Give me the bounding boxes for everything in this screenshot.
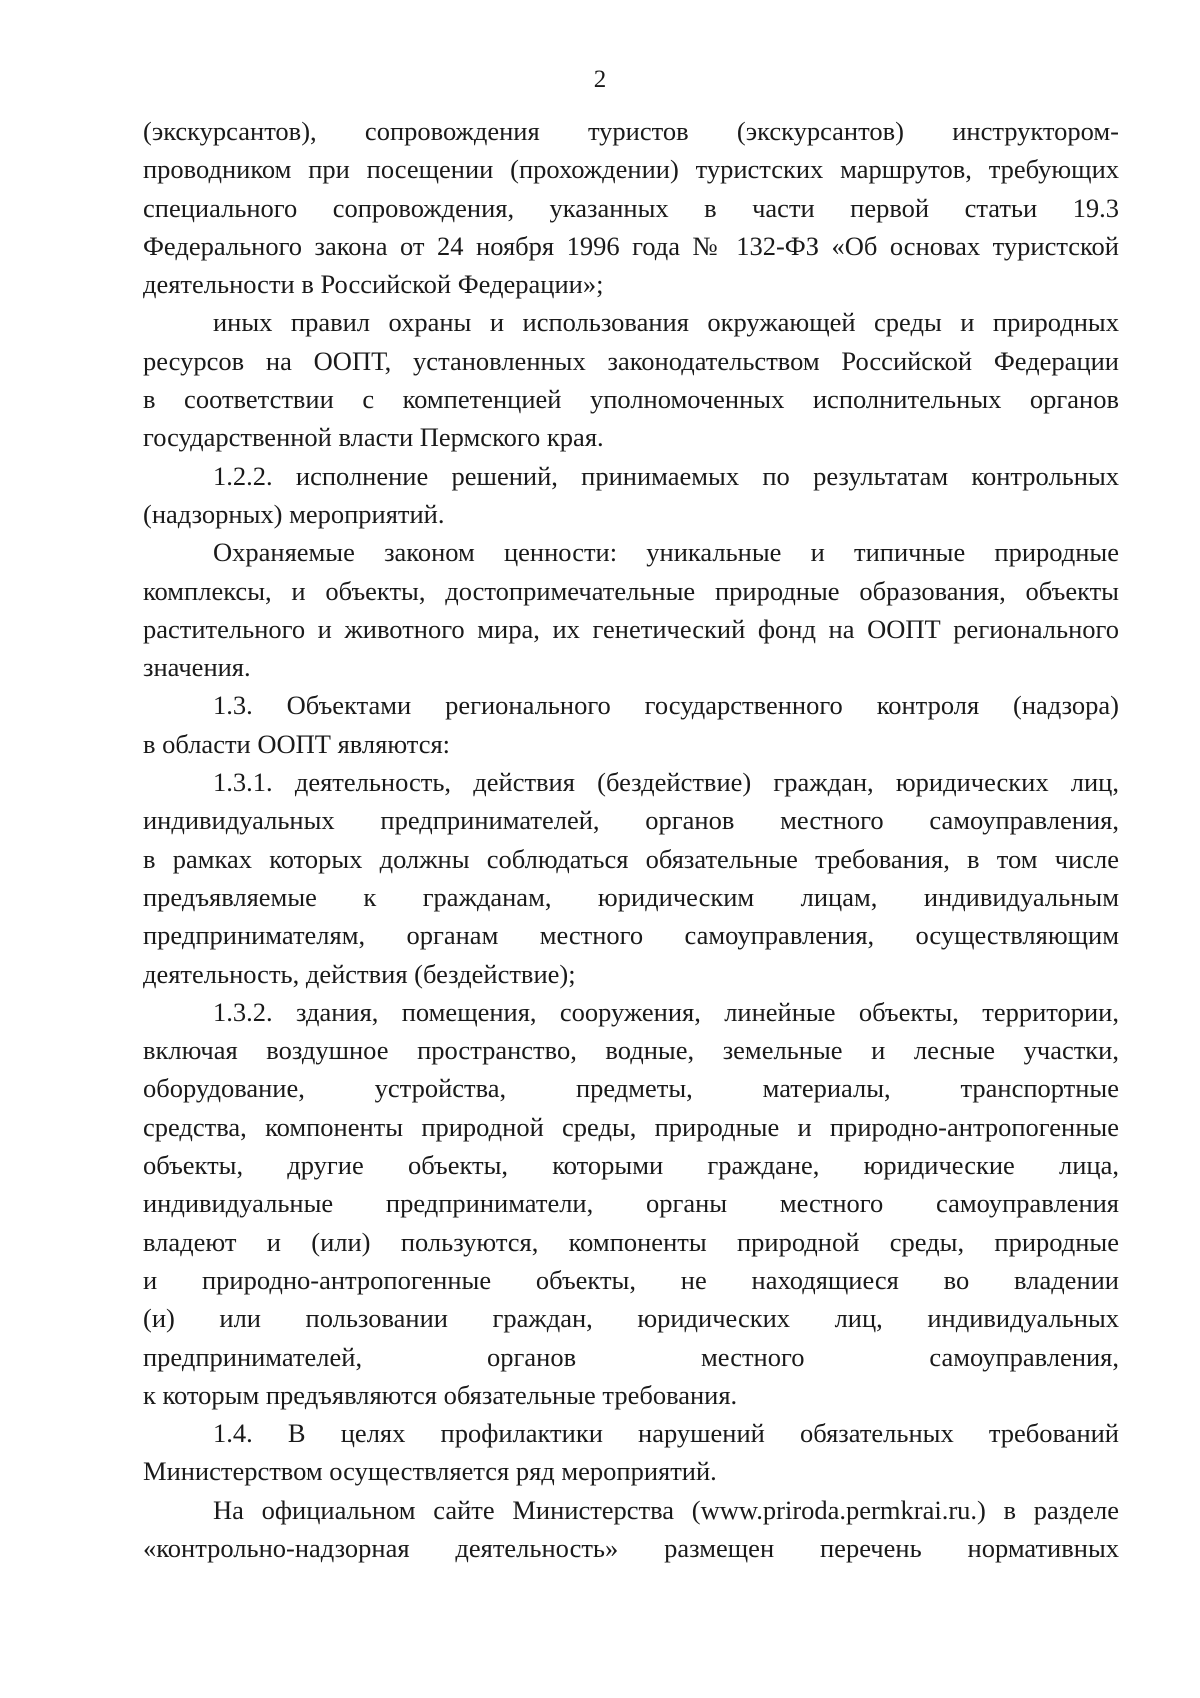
text-line: 1.2.2. исполнение решений, принимаемых по результатам контрольных (213, 460, 1119, 491)
paragraph (143, 763, 1119, 993)
text-line: значения. (143, 652, 251, 683)
text-line: иных правил охраны и использования окружающей среды и природных (213, 307, 1119, 338)
text-line: индивидуальных предпринимателей, органов местного самоуправления, (143, 805, 1119, 836)
text-line: комплексы, и объекты, достопримечательные природные образования, объекты (143, 575, 1119, 606)
text-line: предъявляемые к гражданам, юридическим лицам, индивидуальным (143, 881, 1119, 912)
text-line: в соответствии с компетенцией уполномоченных исполнительных органов (143, 384, 1119, 415)
text-line: включая воздушное пространство, водные, земельные и лесные участки, (143, 1035, 1119, 1066)
text-line: (экскурсантов), сопровождения туристов (экскурсантов) инструктором- (143, 116, 1119, 146)
text-line: 1.3. Объектами регионального государственного контроля (надзора) (213, 690, 1119, 721)
text-line: Федерального закона от 24 ноября 1996 года № 132-ФЗ «Об основах туристской (143, 230, 1119, 261)
text-line: На официальном сайте Министерства (www.priroda.permkrai.ru.) в разделе (213, 1494, 1119, 1525)
paragraph (143, 1491, 1119, 1568)
text-line: и природно-антропогенные объекты, не находящиеся во владении (143, 1264, 1119, 1295)
text-line: средства, компоненты природной среды, природные и природно-антропогенные (143, 1111, 1119, 1142)
paragraph (143, 1414, 1119, 1491)
paragraph (143, 112, 1119, 303)
text-line: специального сопровождения, указанных в части первой статьи 19.3 (143, 192, 1119, 223)
paragraph (143, 457, 1119, 534)
paragraph (143, 303, 1119, 456)
text-line: деятельность, действия (бездействие); (143, 958, 576, 989)
document-body (143, 112, 1119, 1567)
text-line: предпринимателей, органов местного самоуправления, (143, 1341, 1119, 1372)
text-line: индивидуальные предприниматели, органы местного самоуправления (143, 1188, 1119, 1219)
text-line: «контрольно-надзорная деятельность» размещен перечень нормативных (143, 1532, 1119, 1563)
text-line: оборудование, устройства, предметы, материалы, транспортные (143, 1073, 1119, 1104)
text-line: ресурсов на ООПТ, установленных законодательством Российской Федерации (143, 345, 1119, 376)
text-line: в рамках которых должны соблюдаться обязательные требования, в том числе (143, 843, 1119, 874)
text-line: растительного и животного мира, их генетический фонд на ООПТ регионального (143, 613, 1119, 644)
text-line: (надзорных) мероприятий. (143, 498, 445, 529)
text-line: 1.4. В целях профилактики нарушений обязательных требований (213, 1418, 1119, 1449)
text-line: государственной власти Пермского края. (143, 422, 604, 453)
text-line: Охраняемые законом ценности: уникальные и типичные природные (213, 537, 1119, 568)
text-line: деятельности в Российской Федерации»; (143, 269, 604, 300)
text-line: проводником при посещении (прохождении) туристских маршрутов, требующих (143, 154, 1119, 185)
paragraph (143, 533, 1119, 686)
paragraph (143, 686, 1119, 763)
text-line: 1.3.1. деятельность, действия (бездействие) граждан, юридических лиц, (213, 767, 1119, 798)
text-line: (и) или пользовании граждан, юридических лиц, индивидуальных (143, 1303, 1119, 1334)
text-line: к которым предъявляются обязательные требования. (143, 1379, 738, 1410)
text-line: в области ООПТ являются: (143, 728, 451, 759)
text-line: предпринимателям, органам местного самоуправления, осуществляющим (143, 920, 1119, 951)
paragraph (143, 993, 1119, 1414)
page-number: 2 (593, 66, 607, 93)
text-line: 1.3.2. здания, помещения, сооружения, линейные объекты, территории, (213, 996, 1119, 1027)
text-line: объекты, другие объекты, которыми граждане, юридические лица, (143, 1150, 1119, 1181)
text-line: Министерством осуществляется ряд мероприятий. (143, 1456, 717, 1487)
text-line: владеют и (или) пользуются, компоненты природной среды, природные (143, 1226, 1119, 1257)
